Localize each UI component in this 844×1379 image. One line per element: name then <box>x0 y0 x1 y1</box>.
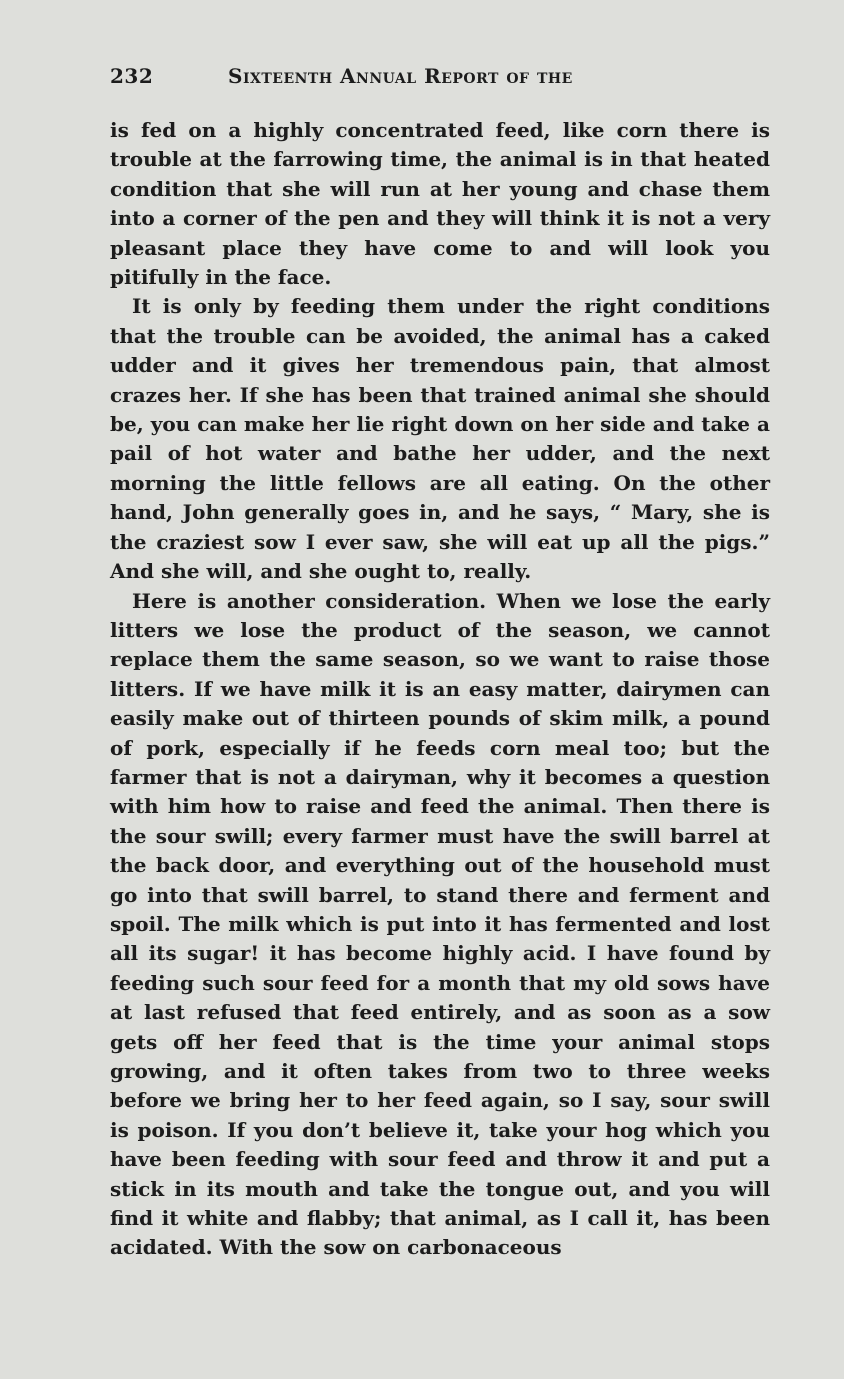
paragraph: is fed on a highly concentrated feed, like corn there is trouble at the farrowing time, the animal is in that heated condition that she will run at her young and chase them into a corner of the pen and they will think it is not a very pleasant place they have come to and will look you pitifully in the face. <box>110 118 770 290</box>
paragraph: It is only by feeding them under the right conditions that the trouble can be avoided, the animal has a caked udder and it gives her tremendous pain, that almost crazes her. If she has been that trained animal she should be, you can make her lie right down on her side and take a pail of hot water and bathe her udder, and the next morning the little fellows are all eating. On the other hand, John generally goes in, and he says, “ Mary, she is the craziest sow I ever saw, she will eat up all the pigs.” And she will, and she ought to, really. <box>110 294 770 584</box>
page-number: 232 <box>110 64 154 88</box>
body-text <box>110 116 770 1263</box>
paragraph: Here is another consideration. When we lose the early litters we lose the product of the season, we cannot replace them the same season, so we want to raise those litters. If we have milk it is an easy matter, dairymen can easily make out of thirteen pounds of skim milk, a pound of pork, especially if he feeds corn meal too; but the farmer that is not a dairyman, why it becomes a question with him how to raise and feed the animal. Then there is the sour swill; every farmer must have the swill barrel at the back door, and everything out of the household must go into that swill barrel, to stand there and ferment and spoil. The milk which is put into it has fermented and lost all its sugar! it has become highly acid. I have found by feeding such sour feed for a month that my old sows have at last refused that feed entirely, and as soon as a sow gets off her feed that is the time your animal stops growing, and it often takes from two to three weeks before we bring her to her feed again, so I say, sour swill is poison. If you don’t believe it, take your hog which you have been feeding with sour feed and throw it and put a stick in its mouth and take the tongue out, and you will find it white and flabby; that animal, as I call it, has been acidated. With the sow on carbonaceous <box>110 588 770 1260</box>
running-head: Sixteenth Annual Report of the <box>228 64 573 88</box>
page-header <box>110 64 630 94</box>
